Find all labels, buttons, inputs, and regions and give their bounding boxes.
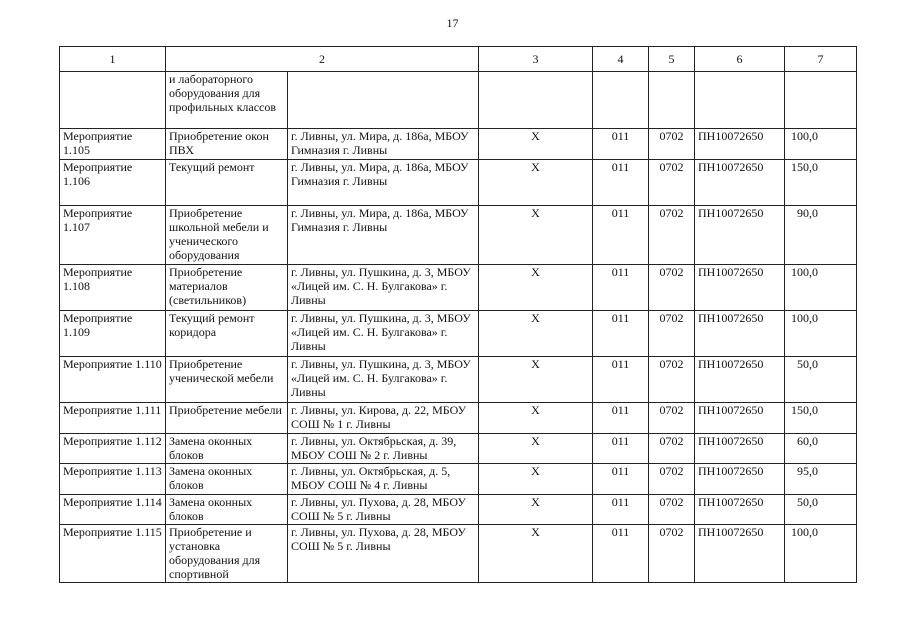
address-cell: г. Ливны, ул. Пухова, д. 28, МБОУ СОШ № 5 г. Ливны: [288, 495, 479, 525]
target-cell: ПН10072650: [695, 434, 785, 464]
code-cell: 011: [593, 464, 649, 495]
measure-name-cell: Приобретение окон ПВХ: [166, 129, 288, 160]
section-cell: 0702: [649, 160, 695, 206]
table-row: [60, 72, 857, 129]
code-cell: 011: [593, 311, 649, 357]
table-row: [60, 206, 857, 265]
amount-cell: 90,0: [785, 206, 857, 265]
amount-cell: 50,0: [785, 495, 857, 525]
page-number: 17: [446, 16, 459, 30]
measure-name-cell: Замена оконных блоков: [166, 464, 288, 495]
address-cell: г. Ливны, ул. Пушкина, д. 3, МБОУ «Лицей им. С. Н. Булгакова» г. Ливны: [288, 357, 479, 403]
measure-id-cell: Мероприятие 1.107: [60, 206, 166, 265]
header-cell: 6: [695, 47, 785, 72]
amount-cell: 50,0: [785, 357, 857, 403]
measure-name-cell: Приобретение ученической мебели: [166, 357, 288, 403]
measure-name-cell: Замена оконных блоков: [166, 434, 288, 464]
address-cell: г. Ливны, ул. Октябрьская, д. 5, МБОУ СОШ № 4 г. Ливны: [288, 464, 479, 495]
amount-cell: 150,0: [785, 403, 857, 434]
address-cell: г. Ливны, ул. Кирова, д. 22, МБОУ СОШ № 1 г. Ливны: [288, 403, 479, 434]
measure-name-cell: Приобретение и установка оборудования для спортивной: [166, 525, 288, 583]
mark-cell: Х: [479, 434, 593, 464]
measures-table: [59, 46, 857, 583]
measure-name-cell: Приобретение школьной мебели и ученического оборудования: [166, 206, 288, 265]
table-row: [60, 357, 857, 403]
measure-id-cell: Мероприятие 1.106: [60, 160, 166, 206]
section-cell: 0702: [649, 311, 695, 357]
mark-cell: Х: [479, 129, 593, 160]
mark-cell: Х: [479, 357, 593, 403]
section-cell: 0702: [649, 357, 695, 403]
amount-cell: 100,0: [785, 265, 857, 311]
address-cell: г. Ливны, ул. Пухова, д. 28, МБОУ СОШ № 5 г. Ливны: [288, 525, 479, 583]
header-cell: 5: [649, 47, 695, 72]
table-cell: [288, 72, 479, 129]
table-row: [60, 464, 857, 495]
table-row: [60, 434, 857, 464]
address-cell: г. Ливны, ул. Мира, д. 186а, МБОУ Гимназия г. Ливны: [288, 206, 479, 265]
mark-cell: Х: [479, 403, 593, 434]
amount-cell: 100,0: [785, 129, 857, 160]
measure-name-cell: Приобретение мебели: [166, 403, 288, 434]
section-cell: 0702: [649, 403, 695, 434]
address-cell: г. Ливны, ул. Мира, д. 186а, МБОУ Гимназия г. Ливны: [288, 129, 479, 160]
table-cell: и лабораторного оборудования для профильных классов: [166, 72, 288, 129]
section-cell: 0702: [649, 495, 695, 525]
amount-cell: 100,0: [785, 525, 857, 583]
measure-id-cell: Мероприятие 1.105: [60, 129, 166, 160]
code-cell: 011: [593, 357, 649, 403]
target-cell: ПН10072650: [695, 403, 785, 434]
table-cell: [60, 72, 166, 129]
header-row: [60, 47, 857, 72]
target-cell: ПН10072650: [695, 495, 785, 525]
measure-id-cell: Мероприятие 1.115: [60, 525, 166, 583]
measure-id-cell: Мероприятие 1.108: [60, 265, 166, 311]
target-cell: ПН10072650: [695, 265, 785, 311]
mark-cell: Х: [479, 311, 593, 357]
measure-id-cell: Мероприятие 1.110: [60, 357, 166, 403]
target-cell: ПН10072650: [695, 464, 785, 495]
target-cell: ПН10072650: [695, 206, 785, 265]
measure-id-cell: Мероприятие 1.113: [60, 464, 166, 495]
header-cell: 4: [593, 47, 649, 72]
table-row: [60, 403, 857, 434]
code-cell: 011: [593, 525, 649, 583]
mark-cell: Х: [479, 206, 593, 265]
target-cell: ПН10072650: [695, 525, 785, 583]
mark-cell: Х: [479, 160, 593, 206]
table-row: [60, 265, 857, 311]
measure-name-cell: Приобретение материалов (светильников): [166, 265, 288, 311]
code-cell: 011: [593, 434, 649, 464]
table-cell: [479, 72, 593, 129]
section-cell: 0702: [649, 525, 695, 583]
measure-name-cell: Текущий ремонт коридора: [166, 311, 288, 357]
mark-cell: Х: [479, 464, 593, 495]
table-cell: [649, 72, 695, 129]
header-cell: 1: [60, 47, 166, 72]
measure-id-cell: Мероприятие 1.114: [60, 495, 166, 525]
mark-cell: Х: [479, 265, 593, 311]
address-cell: г. Ливны, ул. Пушкина, д. 3, МБОУ «Лицей им. С. Н. Булгакова» г. Ливны: [288, 265, 479, 311]
code-cell: 011: [593, 403, 649, 434]
amount-cell: 150,0: [785, 160, 857, 206]
section-cell: 0702: [649, 129, 695, 160]
header-cell: 3: [479, 47, 593, 72]
measure-name-cell: Текущий ремонт: [166, 160, 288, 206]
header-cell: 7: [785, 47, 857, 72]
address-cell: г. Ливны, ул. Пушкина, д. 3, МБОУ «Лицей им. С. Н. Булгакова» г. Ливны: [288, 311, 479, 357]
target-cell: ПН10072650: [695, 160, 785, 206]
target-cell: ПН10072650: [695, 311, 785, 357]
table-cell: [593, 72, 649, 129]
amount-cell: 100,0: [785, 311, 857, 357]
measure-id-cell: Мероприятие 1.111: [60, 403, 166, 434]
section-cell: 0702: [649, 464, 695, 495]
amount-cell: 60,0: [785, 434, 857, 464]
target-cell: ПН10072650: [695, 129, 785, 160]
target-cell: ПН10072650: [695, 357, 785, 403]
mark-cell: Х: [479, 525, 593, 583]
code-cell: 011: [593, 265, 649, 311]
section-cell: 0702: [649, 265, 695, 311]
section-cell: 0702: [649, 434, 695, 464]
amount-cell: 95,0: [785, 464, 857, 495]
address-cell: г. Ливны, ул. Мира, д. 186а, МБОУ Гимназия г. Ливны: [288, 160, 479, 206]
code-cell: 011: [593, 495, 649, 525]
code-cell: 011: [593, 206, 649, 265]
table-row: [60, 129, 857, 160]
address-cell: г. Ливны, ул. Октябрьская, д. 39, МБОУ СОШ № 2 г. Ливны: [288, 434, 479, 464]
code-cell: 011: [593, 160, 649, 206]
mark-cell: Х: [479, 495, 593, 525]
measure-id-cell: Мероприятие 1.112: [60, 434, 166, 464]
table-cell: [785, 72, 857, 129]
section-cell: 0702: [649, 206, 695, 265]
table-row: [60, 525, 857, 583]
measure-id-cell: Мероприятие 1.109: [60, 311, 166, 357]
measure-name-cell: Замена оконных блоков: [166, 495, 288, 525]
table-row: [60, 495, 857, 525]
code-cell: 011: [593, 129, 649, 160]
header-cell: 2: [166, 47, 479, 72]
table-cell: [695, 72, 785, 129]
table-row: [60, 160, 857, 206]
table-row: [60, 311, 857, 357]
